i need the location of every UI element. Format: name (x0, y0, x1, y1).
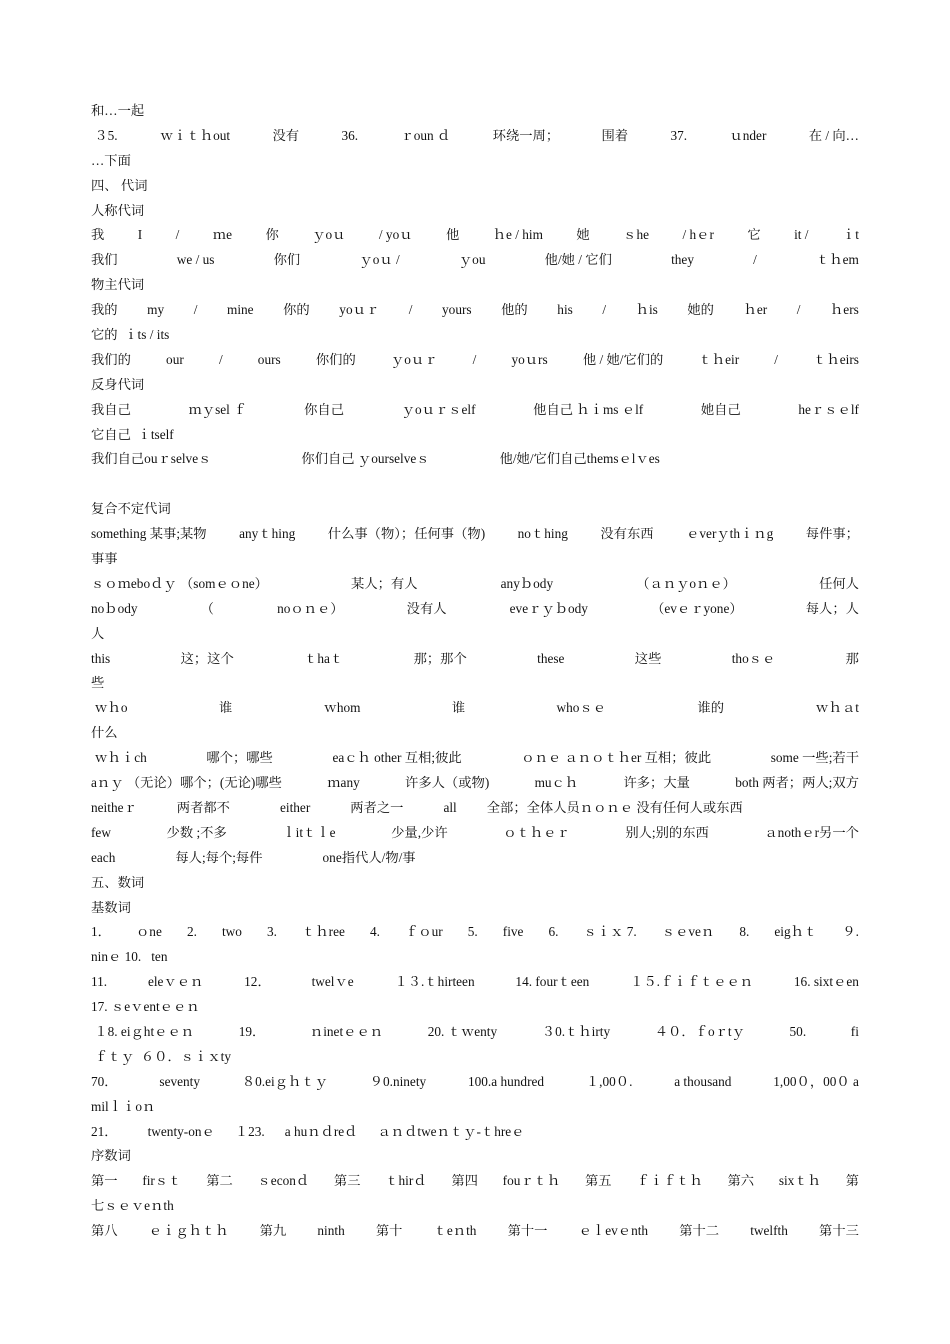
text-segment: 某人；有人 (351, 575, 418, 591)
text-line (91, 821, 859, 846)
text-segment: 我们自己ouｒselveｓ (91, 451, 212, 467)
text-segment: ｗｈo (91, 700, 128, 716)
text-segment: ｒoun ｄ (400, 127, 451, 143)
text-line (91, 1219, 859, 1244)
text-segment: 人称代词 (91, 202, 145, 218)
document-body (91, 99, 859, 1244)
text-segment: （ (200, 600, 214, 616)
text-segment: fi (850, 1023, 859, 1039)
text-line (91, 447, 859, 472)
text-segment: ａｎｄtweｎｔｙ-ｔhreｅ (377, 1123, 525, 1139)
text-segment: we / us (176, 252, 215, 268)
text-segment: １,00０. (585, 1073, 633, 1089)
text-segment: our (166, 351, 184, 367)
text-segment: a thousand (674, 1073, 732, 1089)
text-segment: eigｈｔ (774, 924, 818, 940)
text-segment: ｈer (743, 302, 768, 318)
text-line (91, 1144, 859, 1169)
text-segment: ｍe (212, 227, 232, 243)
text-segment: 第三 (333, 1173, 361, 1189)
text-segment: 物主代词 (91, 277, 145, 293)
text-line (91, 721, 859, 746)
text-segment: ｆｔｙ ６０．ｓｉｘty (91, 1048, 231, 1064)
text-segment: 每人;每个;每件 (175, 849, 263, 865)
text-segment: 什么 (91, 725, 118, 741)
text-segment: ｙou (458, 252, 486, 268)
text-segment: one (322, 849, 342, 865)
text-line (91, 746, 859, 771)
text-segment: ｓeconｄ (257, 1173, 310, 1189)
text-segment: 5. (467, 924, 478, 940)
text-segment: ｓｏｍeboｄｙ （somｅｏne） (91, 575, 268, 591)
text-segment: （evｅｒyone） (651, 600, 743, 616)
text-segment: his (557, 302, 573, 318)
text-segment: 我们的 (91, 351, 131, 367)
text-segment: 和…一起 (91, 103, 145, 118)
text-segment: 你们 (273, 252, 301, 268)
text-segment: 17. ｓeｖentｅｅｎ (91, 999, 200, 1015)
text-segment: / (193, 302, 198, 318)
text-segment: 第一 (91, 1173, 118, 1189)
text-segment: they (671, 252, 694, 268)
text-line (91, 423, 859, 448)
text-line (91, 199, 859, 224)
text-segment: something 某事;某物 (91, 526, 207, 542)
text-segment: 3. (267, 924, 277, 940)
text-segment: 四、 代词 (91, 177, 148, 193)
text-line (91, 398, 859, 423)
text-segment: ｎｏｎｅ 没有任何人或东西 (579, 799, 743, 815)
text-segment: １8. eiｇhtｅｅｎ (91, 1023, 195, 1039)
text-segment: 14. fourｔeen (515, 974, 590, 990)
text-segment: 这；这个 (180, 650, 234, 666)
text-segment: both 两者；两人;双方 (735, 775, 859, 791)
text-segment: 哪个；哪些 (206, 750, 273, 766)
text-segment: / (175, 227, 180, 243)
text-segment: neitheｒ (91, 799, 137, 815)
text-segment: 两者之一 (350, 799, 404, 815)
text-segment: ｔhaｔ (304, 650, 344, 666)
text-segment: ３0.ｔｈirty (541, 1023, 611, 1039)
text-segment: 8. (739, 924, 750, 940)
text-segment: 我自己 (91, 401, 131, 417)
text-segment: ｙoｕ (312, 227, 346, 243)
text-segment: ｅverｙthｉｎg (686, 526, 774, 542)
text-segment: 事事 (91, 551, 118, 567)
text-segment: aｎｙ （无论）哪个；(无论)哪些 (91, 775, 282, 791)
text-segment: yours (442, 302, 472, 318)
text-line (91, 99, 859, 124)
text-segment: 环绕一周； (492, 127, 560, 143)
text-segment: 谁 (218, 700, 233, 716)
text-segment: 每件事； (805, 526, 859, 542)
text-segment: 2. (186, 924, 197, 940)
text-segment: eveｒｙｂody (509, 600, 588, 616)
text-segment: heｒｓｅlf (798, 401, 859, 417)
text-segment: 他 / 她/它们的 (582, 351, 664, 367)
text-segment: 第八 (91, 1223, 118, 1239)
text-segment: 些 (91, 675, 105, 691)
text-segment: 什么事（物）；任何事（物) (327, 526, 486, 542)
text-segment: this (91, 650, 111, 666)
text-segment: 别人;别的东西 (625, 824, 709, 840)
text-segment: ｔｈree (302, 924, 345, 940)
text-segment: 我的 (91, 302, 118, 318)
text-segment: 谁 (451, 700, 466, 716)
text-segment: / (218, 351, 223, 367)
text-line (91, 1045, 859, 1070)
text-segment: 你们的 (315, 351, 356, 367)
text-segment: each (91, 849, 116, 865)
text-segment: ｗｉｔｈout (159, 127, 231, 143)
text-segment: mine (226, 302, 254, 318)
text-segment: 指代人/物/事 (341, 849, 416, 865)
text-segment: 他/她/它们自己themsｅlｖes (499, 451, 660, 467)
text-segment: 第十二 (679, 1223, 720, 1239)
text-line (91, 547, 859, 572)
text-line (91, 995, 859, 1020)
text-segment: 你的 (283, 302, 310, 318)
text-segment: 没有人 (406, 600, 447, 616)
text-segment: 全部；全体人员 (486, 799, 580, 815)
text-line (91, 970, 859, 995)
text-segment: 没有东西 (600, 526, 654, 542)
text-segment: 少量,少许 (391, 824, 448, 840)
text-segment: twenty-onｅ (147, 1123, 215, 1139)
text-segment: 它的 ｉts / its (91, 327, 170, 343)
text-segment: 6. (548, 924, 559, 940)
text-segment: some 一些;若干 (770, 750, 859, 766)
text-segment: / yoｕ (378, 227, 413, 243)
text-segment: noｔhing (517, 526, 568, 542)
text-line (91, 348, 859, 373)
text-segment: ｎinetｅｅｎ (309, 1023, 384, 1039)
text-line (91, 373, 859, 398)
text-segment: 你 (265, 227, 279, 243)
text-segment: ９. (842, 924, 859, 940)
text-segment: 在 / 向… (808, 127, 859, 143)
text-segment: ｏne (136, 924, 162, 940)
text-segment: ｌitｔｌe (282, 824, 336, 840)
text-segment: 许多人（或物) (405, 775, 490, 791)
text-segment: yoｕrs (511, 351, 548, 367)
text-segment: ten (151, 949, 168, 965)
text-segment: whoｓｅ (556, 700, 607, 716)
text-segment: yoｕｒ (339, 302, 380, 318)
text-segment: （ａｎｙoｎｅ） (636, 575, 736, 591)
text-segment: 100.a hundred (467, 1073, 545, 1089)
text-segment: 1,00０，00０ a (773, 1073, 859, 1089)
text-segment: ３5. (91, 127, 118, 143)
text-line (91, 323, 859, 348)
text-line (91, 1120, 859, 1145)
text-segment: anyｂody (500, 575, 554, 591)
text-segment: 它 (747, 227, 761, 243)
text-segment: 21． (91, 1123, 118, 1139)
text-segment: 五、数词 (91, 874, 145, 890)
text-segment: two (221, 924, 242, 940)
text-segment: ａnothｅr另一个 (764, 824, 859, 840)
text-segment: 谁的 (697, 700, 724, 716)
text-line (91, 945, 859, 970)
text-segment: ｆｏur (404, 924, 443, 940)
text-segment: muｃｈ (534, 775, 579, 791)
text-line (91, 174, 859, 199)
text-segment: 我 (91, 227, 105, 243)
text-segment: ｙoｕｒ (390, 351, 438, 367)
text-segment: 每人；人 (805, 600, 859, 616)
text-segment: ｈe / him (492, 227, 543, 243)
text-segment: few (91, 824, 111, 840)
text-line (91, 622, 859, 647)
text-line (91, 896, 859, 921)
text-segment: 你自己 (304, 401, 345, 417)
text-segment: ｆｉｆｔｈ (636, 1173, 703, 1189)
text-line (91, 497, 859, 522)
text-segment: ｍany (327, 775, 360, 791)
text-segment: 任何人 (819, 575, 859, 591)
text-line (91, 1169, 859, 1194)
blank-line (91, 472, 859, 497)
text-segment: 许多；大量 (623, 775, 690, 791)
text-segment: 第十 (375, 1223, 403, 1239)
text-segment: 他的 (501, 302, 528, 318)
text-line (91, 597, 859, 622)
text-line (91, 771, 859, 796)
text-segment: noｏｎｅ） (277, 600, 344, 616)
text-line (91, 124, 859, 149)
text-segment: / (408, 302, 413, 318)
text-segment: ｗhom (323, 700, 361, 716)
text-segment: 反身代词 (91, 376, 145, 392)
text-segment: sixｔｈ (778, 1173, 821, 1189)
text-segment: / (753, 252, 757, 268)
text-segment: 少数 ;不多 (166, 824, 227, 840)
text-segment: ｉt (841, 227, 859, 243)
text-segment: all (443, 799, 457, 815)
text-segment: 他/她 / 它们 (544, 252, 612, 268)
text-segment: 复合不定代词 (91, 501, 171, 517)
text-segment: ninth (317, 1223, 345, 1239)
text-segment: seventy (159, 1073, 201, 1089)
text-segment: ｔhirｄ (385, 1173, 427, 1189)
text-segment: 他自己 ｈｉms ｅlf (533, 401, 644, 417)
text-segment: 11. (91, 974, 108, 990)
text-segment: １23. (234, 1123, 265, 1139)
text-segment: ｔeｎth (433, 1223, 477, 1239)
text-segment: eaｃｈ other 互相;彼此 (332, 750, 462, 766)
text-segment: 序数词 (91, 1148, 131, 1164)
text-segment: 19． (238, 1023, 266, 1039)
text-segment: ｗｈｉch (91, 750, 147, 766)
text-segment: ｕnder (729, 127, 767, 143)
text-segment: 人 (91, 625, 105, 641)
text-segment: 70． (91, 1073, 118, 1089)
text-segment: ours (257, 351, 281, 367)
text-segment: ｔｈem (816, 252, 859, 268)
text-line (91, 696, 859, 721)
text-segment: ９0.ninety (369, 1073, 427, 1089)
text-segment: 围着 (601, 127, 629, 143)
text-segment: ｅｌevｅnth (578, 1223, 649, 1239)
text-line (91, 298, 859, 323)
text-segment: these (537, 650, 565, 666)
text-segment: 第十三 (819, 1223, 859, 1239)
text-segment: ｓhe (623, 227, 650, 243)
text-segment: 20. ｔｗenty (427, 1023, 498, 1039)
text-segment: 你们自己 ｙourselveｓ (301, 451, 430, 467)
text-line (91, 671, 859, 696)
text-segment: eleｖｅｎ (147, 974, 204, 990)
text-line (91, 796, 859, 821)
text-segment: ninｅ 10. (91, 949, 142, 965)
text-line (91, 149, 859, 174)
text-segment: ｔｈeirs (813, 351, 859, 367)
text-segment: ｈers (830, 302, 859, 318)
text-segment: either (279, 799, 311, 815)
text-segment: １５.ｆｉｆｔｅｅｎ (630, 974, 754, 990)
text-segment: ｅｉｇｈｔｈ (148, 1223, 229, 1239)
text-segment: 16. sixtｅen (793, 974, 859, 990)
text-segment: ｓｉｘ 7. (583, 924, 637, 940)
text-segment: a huｎｄreｄ (284, 1123, 358, 1139)
text-segment: 1． (91, 924, 111, 940)
text-segment: ８0.eiｇｈｔｙ (241, 1073, 328, 1089)
text-segment: ｗｈａt (815, 700, 859, 716)
text-segment: twelｖe (311, 974, 354, 990)
text-segment: ｙoｕ / (359, 252, 400, 268)
text-segment: 第二 (206, 1173, 233, 1189)
text-segment: ｍｙsel ｆ (188, 401, 247, 417)
text-segment: anyｔhing (239, 526, 296, 542)
text-segment: ｈis (635, 302, 658, 318)
text-segment: 那；那个 (413, 650, 467, 666)
text-segment: / (472, 351, 477, 367)
text-line (91, 1070, 859, 1095)
text-segment: 第 (845, 1173, 859, 1189)
text-segment: my (147, 302, 165, 318)
text-segment: 他 (445, 227, 460, 243)
text-line (91, 273, 859, 298)
text-segment: 50. (789, 1023, 807, 1039)
text-segment: 第六 (727, 1173, 755, 1189)
text-line (91, 647, 859, 672)
text-segment: 她的 (687, 302, 714, 318)
text-segment: / (774, 351, 778, 367)
text-segment: / (796, 302, 801, 318)
text-segment: ｓｅveｎ (661, 924, 715, 940)
text-segment: milｌｉoｎ (91, 1098, 156, 1114)
text-line (91, 248, 859, 273)
text-segment: 七ｓｅｖeｎth (91, 1198, 174, 1214)
text-line (91, 223, 859, 248)
text-segment: 第四 (451, 1173, 478, 1189)
text-line (91, 920, 859, 945)
text-segment: firｓｔ (142, 1173, 182, 1189)
text-line (91, 522, 859, 547)
text-segment: ｙoｕｒｓelf (401, 401, 476, 417)
text-segment: 她自己 (700, 401, 741, 417)
text-segment: 第十一 (507, 1223, 548, 1239)
text-segment: …下面 (91, 152, 131, 168)
text-segment: 那 (845, 650, 859, 666)
text-segment: / hｅr (682, 227, 714, 243)
text-segment: 它自己 ｉtself (91, 426, 174, 442)
text-segment: ｏｎｅ ａｎｏｔｈer 互相；彼此 (521, 750, 712, 766)
text-line (91, 572, 859, 597)
text-line (91, 1194, 859, 1219)
text-segment: ｔｈeir (698, 351, 740, 367)
text-line (91, 1020, 859, 1045)
text-segment: thoｓｅ (731, 650, 776, 666)
text-segment: 这些 (634, 650, 662, 666)
text-segment: 她 (576, 227, 590, 243)
text-segment: / (602, 302, 607, 318)
text-segment: １３.ｔhirteen (394, 974, 475, 990)
text-segment: 第五 (584, 1173, 612, 1189)
text-segment: it / (794, 227, 809, 243)
text-line (91, 871, 859, 896)
text-segment: 4. (369, 924, 380, 940)
text-segment: 37. (670, 127, 688, 143)
text-segment: 两者都不 (176, 799, 230, 815)
text-segment: 36. (341, 127, 359, 143)
text-segment: 我们 (91, 252, 118, 268)
text-segment: 基数词 (91, 899, 131, 915)
text-line (91, 846, 859, 871)
text-segment: twelfth (750, 1223, 788, 1239)
text-segment: I (137, 227, 143, 243)
text-segment: 12． (244, 974, 271, 990)
text-segment: noｂody (91, 600, 138, 616)
text-segment: ４０．ｆoｒtｙ (654, 1023, 745, 1039)
text-segment: fouｒｔｈ (502, 1173, 561, 1189)
text-line (91, 1095, 859, 1120)
text-segment: ｏｔｈｅｒ (503, 824, 570, 840)
text-segment: 没有 (272, 127, 300, 143)
text-segment: five (502, 924, 524, 940)
text-segment: 第九 (259, 1223, 287, 1239)
